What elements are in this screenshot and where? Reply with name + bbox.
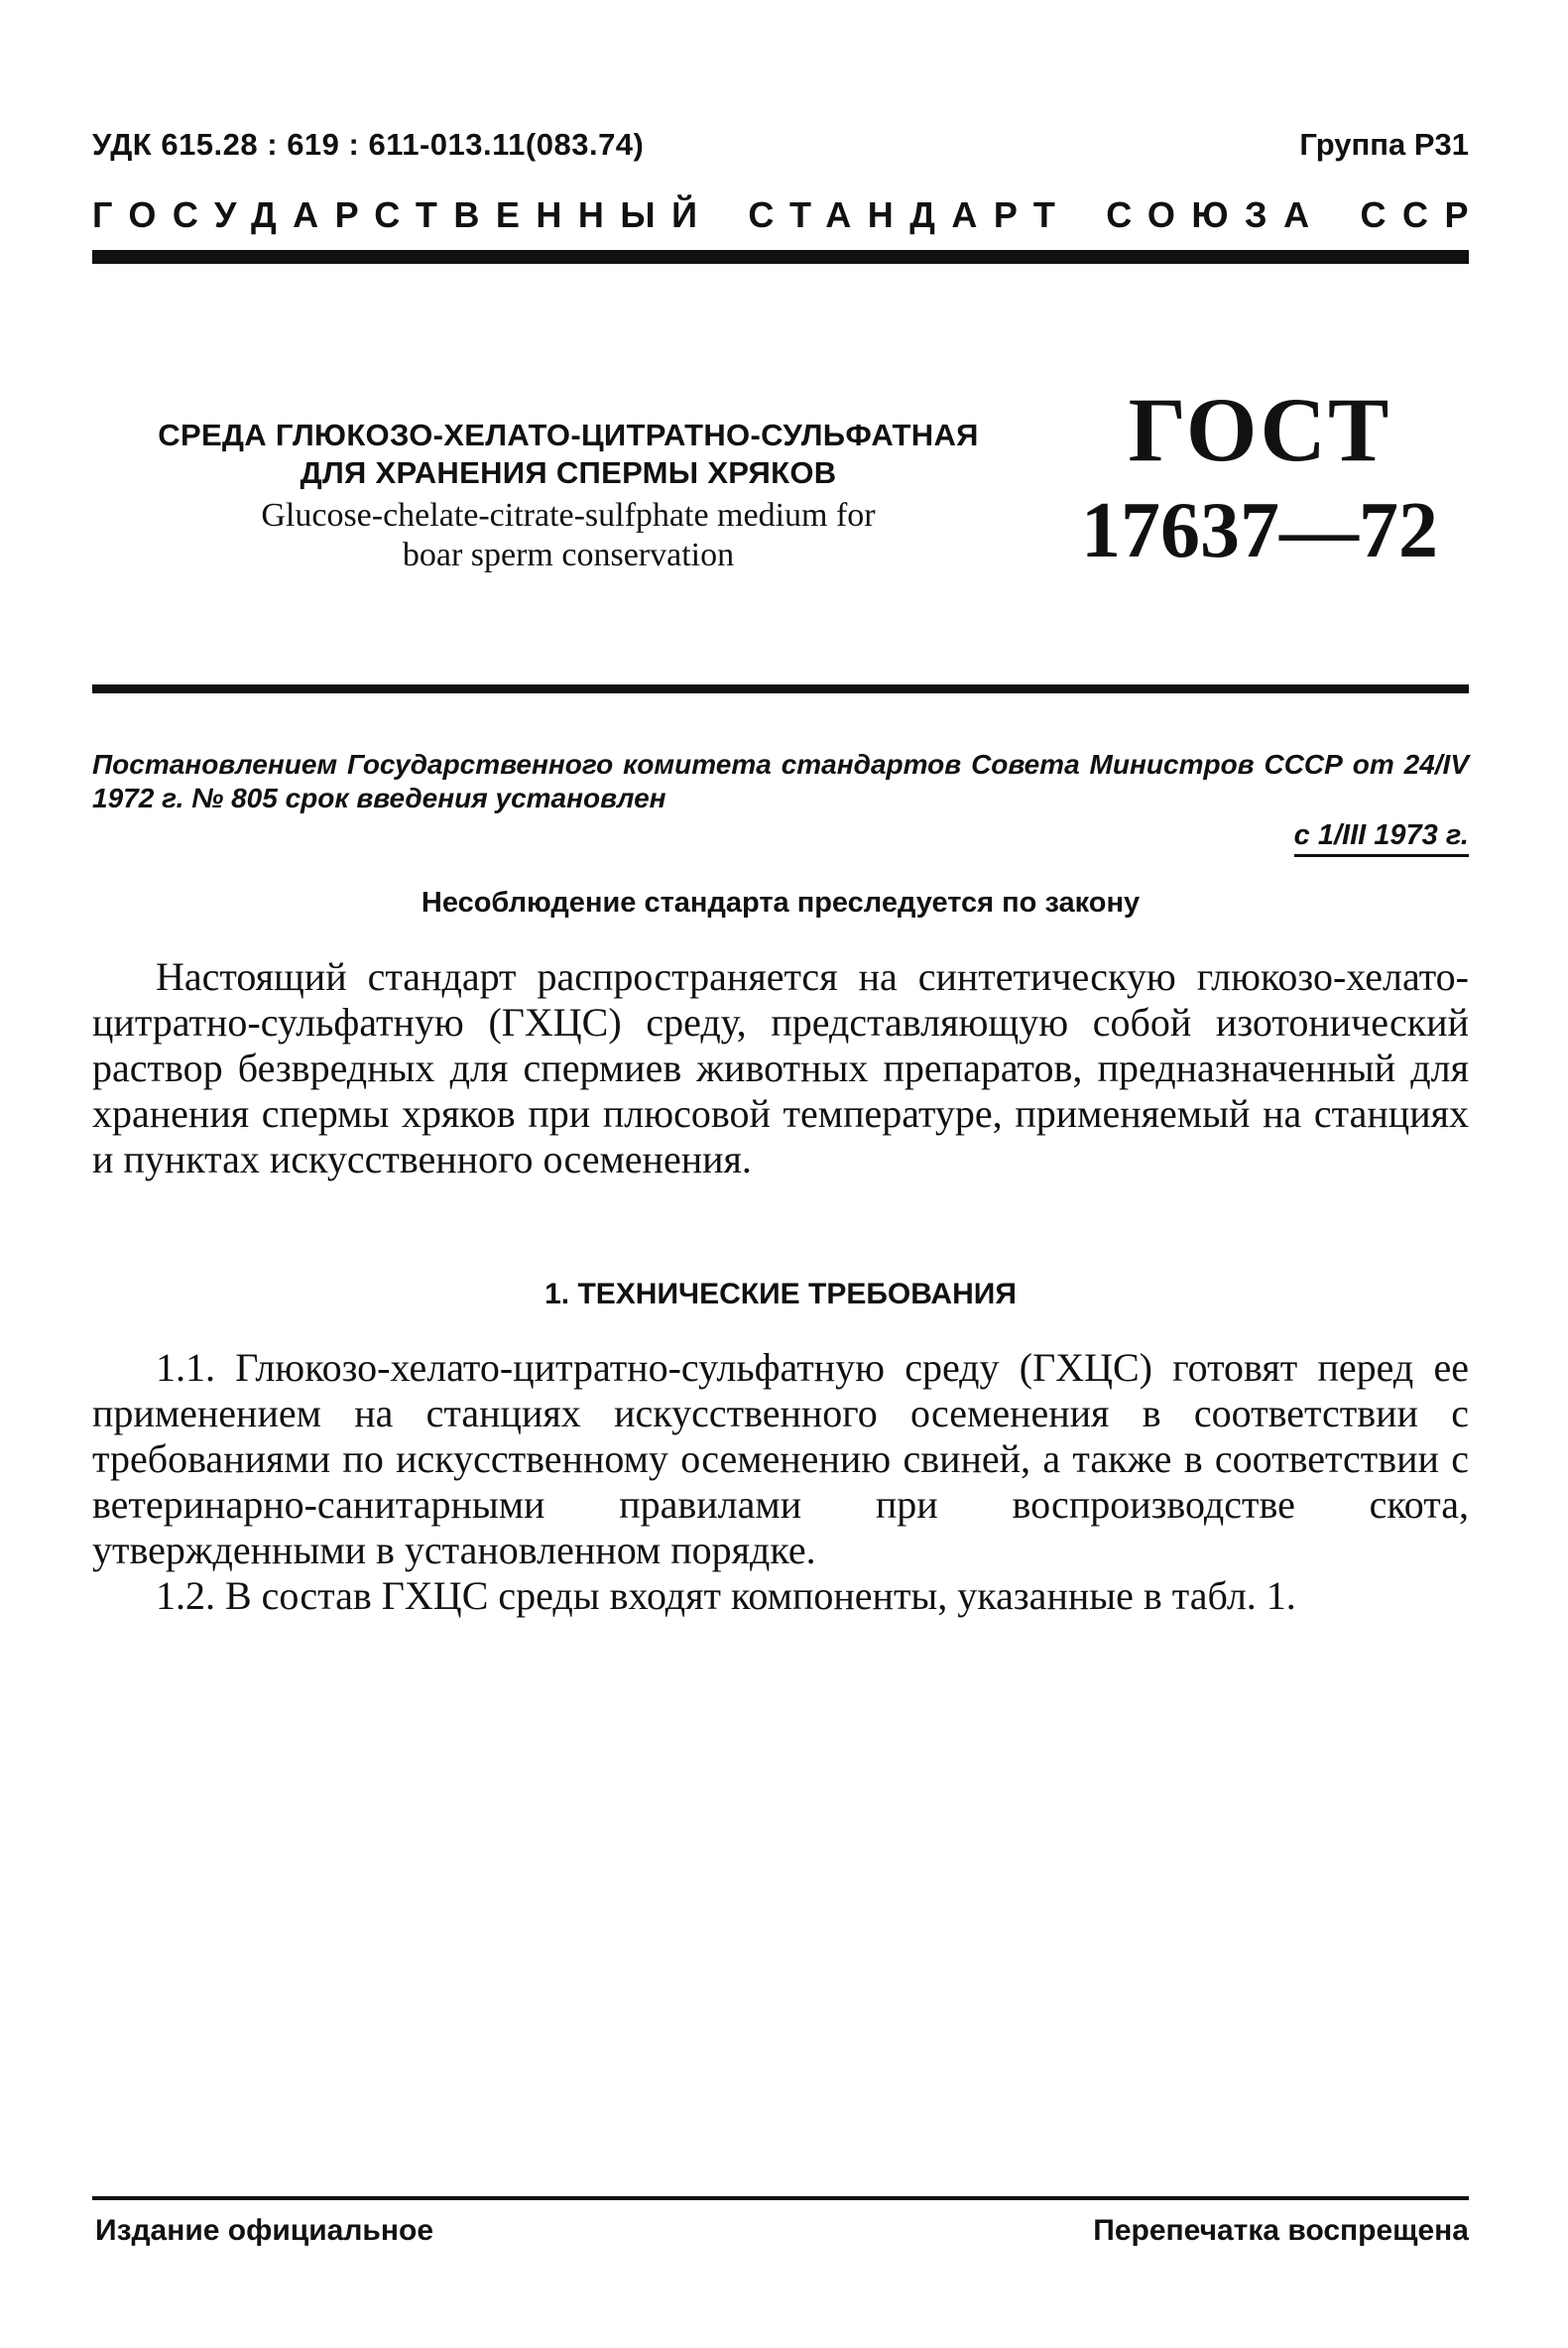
state-standard-word-1: ГОСУДАРСТВЕННЫЙ <box>92 194 714 235</box>
gost-designation <box>1071 379 1448 576</box>
title-ru-line-2: ДЛЯ ХРАНЕНИЯ СПЕРМЫ ХРЯКОВ <box>300 455 837 490</box>
state-standard-heading <box>92 194 1485 236</box>
clause-1-2: 1.2. В состав ГХЦС среды входят компоненты, указанные в табл. 1. <box>156 1573 1296 1618</box>
document-title <box>92 417 1044 575</box>
udk-code: УДК 615.28 : 619 : 611-013.11(083.74) <box>92 127 645 162</box>
legal-warning: Несоблюдение стандарта преследуется по закону <box>421 887 1141 919</box>
reprint-note: Перепечатка воспрещена <box>1093 2214 1469 2247</box>
state-standard-word-2: СТАНДАРТ <box>748 194 1072 235</box>
clauses-block <box>92 1345 1469 1619</box>
top-rule <box>92 250 1469 264</box>
title-en-line-1: Glucose-chelate-citrate-sulfphate medium for <box>261 497 876 534</box>
gost-word: ГОСТ <box>1128 379 1391 480</box>
middle-rule <box>92 684 1469 693</box>
gost-number: 17637—72 <box>1081 487 1438 574</box>
decree-text: Постановлением Государственного комитета стандартов Совета Министров СССР от 24/IV 1972 г. № 805 срок введения установлен <box>92 749 1469 813</box>
group-code: Группа Р31 <box>1299 127 1469 162</box>
edition-note: Издание официальное <box>95 2214 434 2247</box>
effective-date: с 1/III 1973 г. <box>1294 819 1469 857</box>
section-title: 1. ТЕХНИЧЕСКИЕ ТРЕБОВАНИЯ <box>544 1278 1017 1310</box>
intro-paragraph: Настоящий стандарт распространяется на синтетическую глюкозо-хелато-цитратно-сульфатную (ГХЦС) среду, представляющую собой изотонический раствор безвредных для спермиев животных препаратов, предназначенный для хранения спермы хряков при плюсовой температуре, применяемый на станциях и пунктах искусственного осеменения. <box>92 954 1469 1181</box>
title-en <box>92 496 1044 575</box>
intro-paragraph-block <box>92 954 1469 1182</box>
bottom-rule <box>92 2196 1469 2200</box>
state-standard-word-4: ССР <box>1360 194 1485 235</box>
title-ru-line-1: СРЕДА ГЛЮКОЗО-ХЕЛАТО-ЦИТРАТНО-СУЛЬФАТНАЯ <box>158 418 979 452</box>
clause-1-1: 1.1. Глюкозо-хелато-цитратно-сульфатную среду (ГХЦС) готовят перед ее применением на станциях искусственного осеменения в соответствии с требованиями по искусственному осеменению свиней, а также в соответствии с ветеринарно-санитарными правилами при воспроизводстве скота, утвержденными в установленном порядке. <box>92 1345 1469 1572</box>
title-en-line-2: boar sperm conservation <box>402 537 735 573</box>
state-standard-word-3: СОЮЗА <box>1106 194 1326 235</box>
